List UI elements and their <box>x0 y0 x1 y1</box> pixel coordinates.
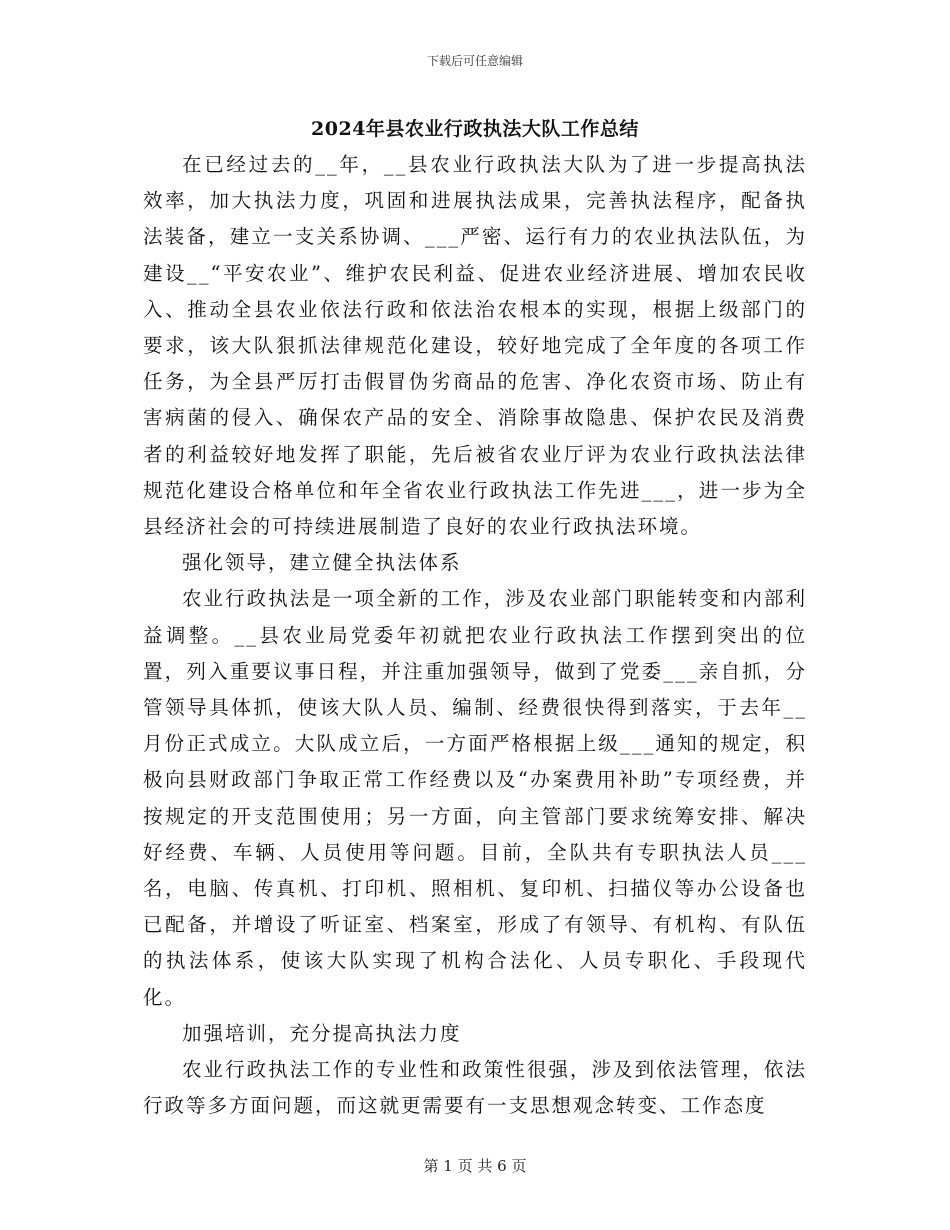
body-paragraph: 农业行政执法工作的专业性和政策性很强，涉及到依法管理，依法行政等多方面问题，而这就更需要有一支思想观念转变、工作态度 <box>143 1058 807 1118</box>
body-paragraph: 农业行政执法是一项全新的工作，涉及农业部门职能转变和内部利益调整。__县农业局党委年初就把农业行政执法工作摆到突出的位置，列入重要议事日程，并注重加强领导，做到了党委___亲自抓，分管领导具体抓，使该大队人员、编制、经费很快得到落实，于去年__月份正式成立。大队成立后，一方面严格根据上级___通知的规定，积极向县财政部门争取正常工作经费以及“办案费用补助”专项经费，并按规定的开支范围使用；另一方面，向主管部门要求统筹安排、解决好经费、车辆、人员使用等问题。目前，全队共有专职执法人员___名，电脑、传真机、打印机、照相机、复印机、扫描仪等办公设备也已配备，并增设了听证室、档案室，形成了有领导、有机构、有队伍的执法体系，使该大队实现了机构合法化、人员专职化、手段现代化。 <box>143 587 807 1009</box>
document-title: 2024年县农业行政执法大队工作总结 <box>311 118 639 140</box>
body-paragraph: 在已经过去的__年，__县农业行政执法大队为了进一步提高执法效率，加大执法力度，巩固和进展执法成果，完善执法程序，配备执法装备，建立一支关系协调、___严密、运行有力的农业执法队伍，为建设__“平安农业”、维护农民利益、促进农业经济进展、增加农民收入、推动全县农业依法行政和依法治农根本的实现，根据上级部门的要求，该大队狠抓法律规范化建设，较好地完成了全年度的各项工作任务，为全县严厉打击假冒伪劣商品的危害、净化农资市场、防止有害病菌的侵入、确保农产品的安全、消除事故隐患、保护农民及消费者的利益较好地发挥了职能，先后被省农业厅评为农业行政执法法律规范化建设合格单位和年全省农业行政执法工作先进___，进一步为全县经济社会的可持续进展制造了良好的农业行政执法环境。 <box>143 153 807 539</box>
section-heading: 强化领导，建立健全执法体系 <box>182 551 462 575</box>
header-note: 下载后可任意编辑 <box>426 54 523 68</box>
section-heading: 加强培训，充分提高执法力度 <box>182 1021 462 1045</box>
page-number: 第 1 页 共 6 页 <box>423 1157 527 1175</box>
document-body <box>143 147 807 1124</box>
